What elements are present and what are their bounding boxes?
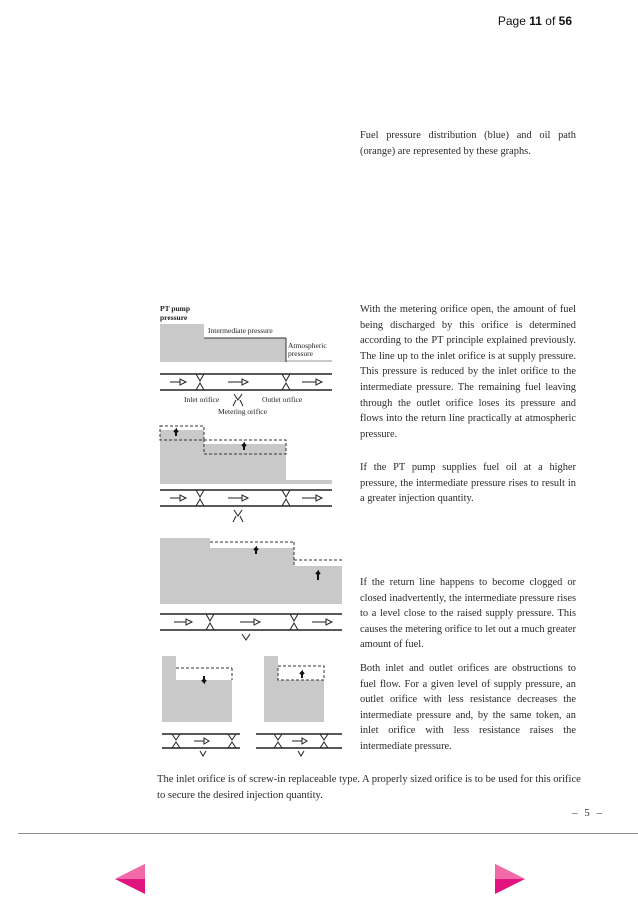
paragraph-inlet-orifice-note: The inlet orifice is of screw-in replaceable type. A properly sized orifice is to be used for this orifice to secure the desired injection quantity. (157, 774, 581, 801)
label-pt-pump-1: PT pump (160, 304, 191, 313)
label-intermediate: Intermediate pressure (208, 326, 273, 335)
label-outlet: Outlet orifice (262, 395, 303, 404)
paragraph-return-clogged: If the return line happens to become clogged or closed inadvertently, the intermediate pressure rises to a level close to the raised supply pressure. This causes the metering orifice to let out a much greater amount of fuel. (360, 577, 576, 651)
paragraph-orifice-resistance: Both inlet and outlet orifices are obstructions to fuel flow. For a given level of supply pressure, an outlet orifice with less resistance decreases the intermediate pressure and, by the same token, an inlet orifice with less resistance raises the intermediate pressure. (360, 663, 576, 752)
triangle-right-icon (493, 862, 527, 896)
previous-page-button[interactable] (113, 862, 147, 896)
diagram-orifice-resistance (156, 652, 348, 760)
diagram-higher-pressure (156, 424, 346, 524)
diagram-return-clogged (156, 534, 346, 644)
page-current: 11 (529, 14, 542, 28)
page-total: 56 (558, 14, 572, 28)
paragraph-metering-open: With the metering orifice open, the amount of fuel being discharged by this orifice is determined according to the PT principle explained previously. The line up to the inlet orifice is at supply pressure. This pressure is reduced by the inlet orifice to the intermediate pressure. The remaining fuel leaving through the outlet orifice loses its pressure and flows into the return line practically at atmospheric pressure. (360, 304, 576, 440)
next-page-button[interactable] (493, 862, 527, 896)
paragraph-intro: Fuel pressure distribution (blue) and oil path (orange) are represented by these graphs. (360, 130, 576, 157)
page-of: of (545, 14, 556, 28)
triangle-left-icon (113, 862, 147, 896)
footer-divider (18, 833, 638, 834)
label-atmospheric-2: pressure (288, 349, 313, 358)
paragraph-higher-pressure: If the PT pump supplies fuel oil at a higher pressure, the intermediate pressure rises to result in a greater injection quantity. (360, 462, 576, 505)
label-pt-pump-2: pressure (160, 313, 188, 322)
label-metering: Metering orifice (218, 407, 267, 416)
page-number (498, 14, 572, 28)
label-inlet: Inlet orifice (184, 395, 220, 404)
printed-page-marker: – 5 – (572, 807, 604, 819)
page-word: Page (497, 14, 526, 28)
diagram-metering-open (156, 302, 346, 422)
label-atmospheric-1: Atmospheric (288, 341, 327, 350)
